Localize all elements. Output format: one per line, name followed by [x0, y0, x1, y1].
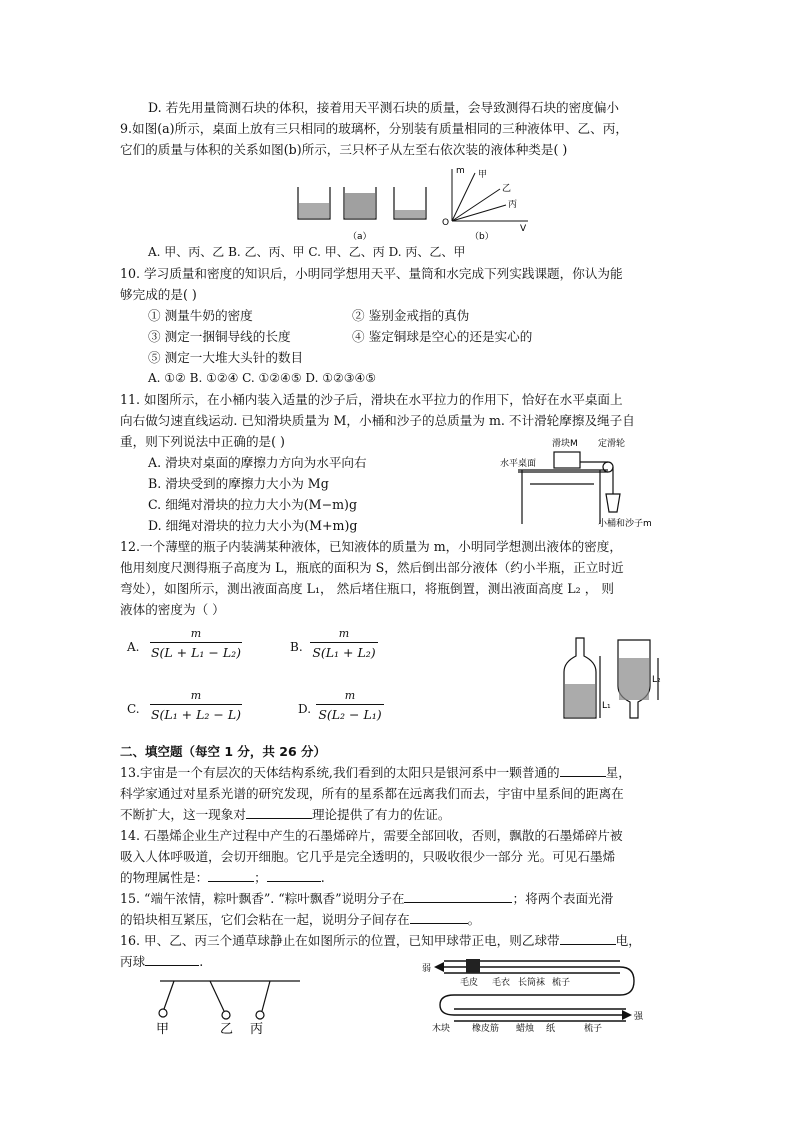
q12-stem-3: 弯处），如图所示，测出液面高度 L₁， 然后堵住瓶口，将瓶倒置，测出液面高度 L₂ ， 则	[120, 581, 614, 596]
q12-option-c	[150, 689, 242, 722]
q12-option-b-label: B.	[290, 640, 303, 654]
q9-options: A. 甲、丙、乙 B. 乙、丙、甲 C. 甲、乙、丙 D. 丙、乙、甲	[148, 245, 466, 259]
q13-line-1	[120, 762, 631, 783]
q13-line-2: 科学家通过对星系光谱的研究发现，所有的星系都在远离我们而去，宇宙中星系间的距离在	[120, 786, 624, 801]
q16-text: 丙球	[120, 954, 146, 969]
q10-stem-2: 够完成的是( )	[120, 287, 197, 302]
q15-text-end: 。	[467, 912, 481, 927]
q12-stem-4: 液体的密度为（ ）	[120, 602, 225, 617]
answer-blank[interactable]	[208, 867, 254, 882]
line-jia-label: 甲	[478, 170, 488, 180]
q16-line-1	[120, 930, 641, 951]
q13-text: 13.宇宙是一个有层次的天体结构系统,我们看到的太阳只是银河系中一颗普通的	[120, 765, 560, 780]
series-item: 橡皮筋	[472, 1024, 500, 1033]
q11-option-c: C. 细绳对滑块的拉力大小为(M−m)g	[148, 497, 358, 512]
table-label: 水平桌面	[500, 459, 537, 469]
bucket-label: 小桶和沙子m	[598, 519, 652, 529]
q15-line-1	[120, 888, 613, 909]
q10-item-3: ③ 测定一捆铜导线的长度	[148, 329, 291, 344]
numerator: m	[190, 689, 202, 702]
q11-option-a: A. 滑块对桌面的摩擦力方向为水平向右	[148, 455, 367, 470]
q14-line-3	[120, 867, 325, 888]
ball-yi-label: 乙	[220, 1022, 234, 1037]
q11-figure	[500, 432, 670, 530]
answer-blank[interactable]	[410, 909, 468, 924]
l2-label: L₂	[652, 675, 661, 685]
series-item: 木块	[432, 1024, 451, 1033]
line-bing-label: 丙	[508, 200, 518, 210]
q13-text-end: 理论提供了有力的佐证。	[311, 807, 451, 822]
q12-option-a-label: A.	[127, 640, 140, 654]
q16-text: 16. 甲、乙、丙三个通草球静止在如图所示的位置，已知甲球带正电，则乙球带	[120, 933, 560, 948]
line-yi-label: 乙	[502, 184, 512, 194]
q12-figure	[560, 636, 670, 722]
q12-stem-2: 他用刻度尺测得瓶子高度为 L，瓶底的面积为 S，然后倒出部分液体（约小半瓶，正立时近	[120, 560, 624, 575]
answer-blank[interactable]	[246, 804, 312, 819]
l1-label: L₁	[602, 701, 611, 711]
fig-a-label: （a）	[348, 232, 372, 242]
q14-sep: ；	[254, 870, 267, 885]
series-item: 蜡烛	[516, 1024, 535, 1033]
q10-stem-1: 10. 学习质量和密度的知识后，小明同学想用天平、量筒和水完成下列实践课题，你认为能	[120, 266, 623, 281]
q15-text-end: ；将两个表面光滑	[512, 891, 614, 906]
weak-label: 弱	[422, 964, 432, 974]
q8-option-d: D. 若先用量筒测石块的体积，接着用天平测石块的质量，会导致测得石块的密度偏小	[148, 100, 620, 115]
q10-item-5: ⑤ 测定一大堆大头针的数目	[148, 350, 304, 365]
q16-line-2	[120, 951, 203, 972]
q9-stem-1: 9.如图(a)所示，桌面上放有三只相同的玻璃杯，分别装有质量相同的三种液体甲、乙、丙，	[120, 121, 628, 136]
pulley-label: 定滑轮	[598, 439, 626, 449]
numerator: m	[344, 689, 356, 702]
q10-item-1: ① 测量牛奶的密度	[148, 308, 253, 323]
answer-blank[interactable]	[267, 867, 321, 882]
m-axis-label: m	[456, 166, 465, 176]
q13-text-end: 星，	[605, 765, 631, 780]
q14-end: .	[320, 870, 325, 885]
answer-blank[interactable]	[404, 888, 512, 903]
q13-text: 不断扩大，这一现象对	[120, 807, 246, 822]
series-item: 毛衣	[492, 978, 511, 988]
q9-figure	[290, 165, 540, 243]
series-item: 梳子	[552, 978, 571, 988]
series-item: 纸	[546, 1024, 556, 1033]
fig-b-label: （b）	[470, 232, 494, 242]
q14-line-2: 吸入人体呼吸道，会切开细胞。它几乎是完全透明的，只吸收很少一部分 光。可见石墨烯	[120, 849, 616, 864]
answer-blank[interactable]	[145, 951, 199, 966]
v-axis-label: V	[520, 224, 527, 234]
denominator: S(L₁ + L₂ − L)	[150, 707, 242, 722]
q15-text: 的铅块相互紧压，它们会粘在一起，说明分子间存在	[120, 912, 410, 927]
section-2-heading: 二、填空题（每空 1 分，共 26 分）	[120, 744, 327, 759]
q12-option-a	[150, 627, 242, 660]
denominator: S(L₁ + L₂)	[312, 645, 376, 660]
series-item: 梳子	[584, 1024, 603, 1033]
q10-item-4: ④ 鉴定铜球是空心的还是实心的	[352, 329, 533, 344]
series-item: 长筒袜	[518, 978, 546, 988]
ball-bing-label: 丙	[250, 1022, 264, 1037]
q12-stem-1: 12.一个薄壁的瓶子内装满某种液体，已知液体的质量为 m，小明同学想测出液体的密度，	[120, 539, 622, 554]
q10-options: A. ①② B. ①②④ C. ①②④⑤ D. ①②③④⑤	[148, 371, 376, 385]
denominator: S(L + L₁ − L₂)	[150, 645, 242, 660]
q13-line-3	[120, 804, 450, 825]
numerator: m	[338, 627, 350, 640]
denominator: S(L₂ − L₁)	[318, 707, 382, 722]
q15-line-2	[120, 909, 480, 930]
q11-stem-2: 向右做匀速直线运动. 已知滑块质量为 M，小桶和沙子的总质量为 m. 不计滑轮摩擦及绳子自	[120, 413, 635, 428]
q15-text: 15. “端午浓情，粽叶飘香”. “粽叶飘香”说明分子在	[120, 891, 405, 906]
q16-text-end: .	[199, 954, 204, 969]
q14-line-1: 14. 石墨烯企业生产过程中产生的石墨烯碎片，需要全部回收，否则，飘散的石墨烯碎片被	[120, 828, 623, 843]
answer-blank[interactable]	[560, 762, 606, 777]
q12-option-d-label: D.	[298, 702, 312, 716]
q10-item-2: ② 鉴别金戒指的真伪	[352, 308, 470, 323]
triboelectric-series-figure	[420, 953, 660, 1033]
q11-option-d: D. 细绳对滑块的拉力大小为(M+m)g	[148, 518, 358, 533]
strong-label: 强	[634, 1012, 644, 1022]
q9-stem-2: 它们的质量与体积的关系如图(b)所示，三只杯子从左至右依次装的液体种类是( )	[120, 142, 568, 157]
q11-stem-3: 重，则下列说法中正确的是( )	[120, 434, 285, 449]
q11-stem-1: 11. 如图所示，在小桶内装入适量的沙子后，滑块在水平拉力的作用下，恰好在水平桌面上	[120, 392, 623, 407]
ball-jia-label: 甲	[156, 1022, 170, 1037]
origin-label: O	[442, 218, 450, 228]
q16-text-end: 电，	[615, 933, 641, 948]
slider-label: 滑块M	[552, 439, 578, 449]
answer-blank[interactable]	[560, 930, 616, 945]
q12-option-d	[316, 689, 384, 722]
q12-option-c-label: C.	[127, 702, 140, 716]
q11-option-b: B. 滑块受到的摩擦力大小为 Mg	[148, 476, 329, 491]
q14-text: 的物理属性是：	[120, 870, 209, 885]
q16-pith-ball-figure	[150, 975, 310, 1037]
q12-option-b	[310, 627, 378, 660]
numerator: m	[190, 627, 202, 640]
series-item: 毛皮	[460, 978, 479, 988]
